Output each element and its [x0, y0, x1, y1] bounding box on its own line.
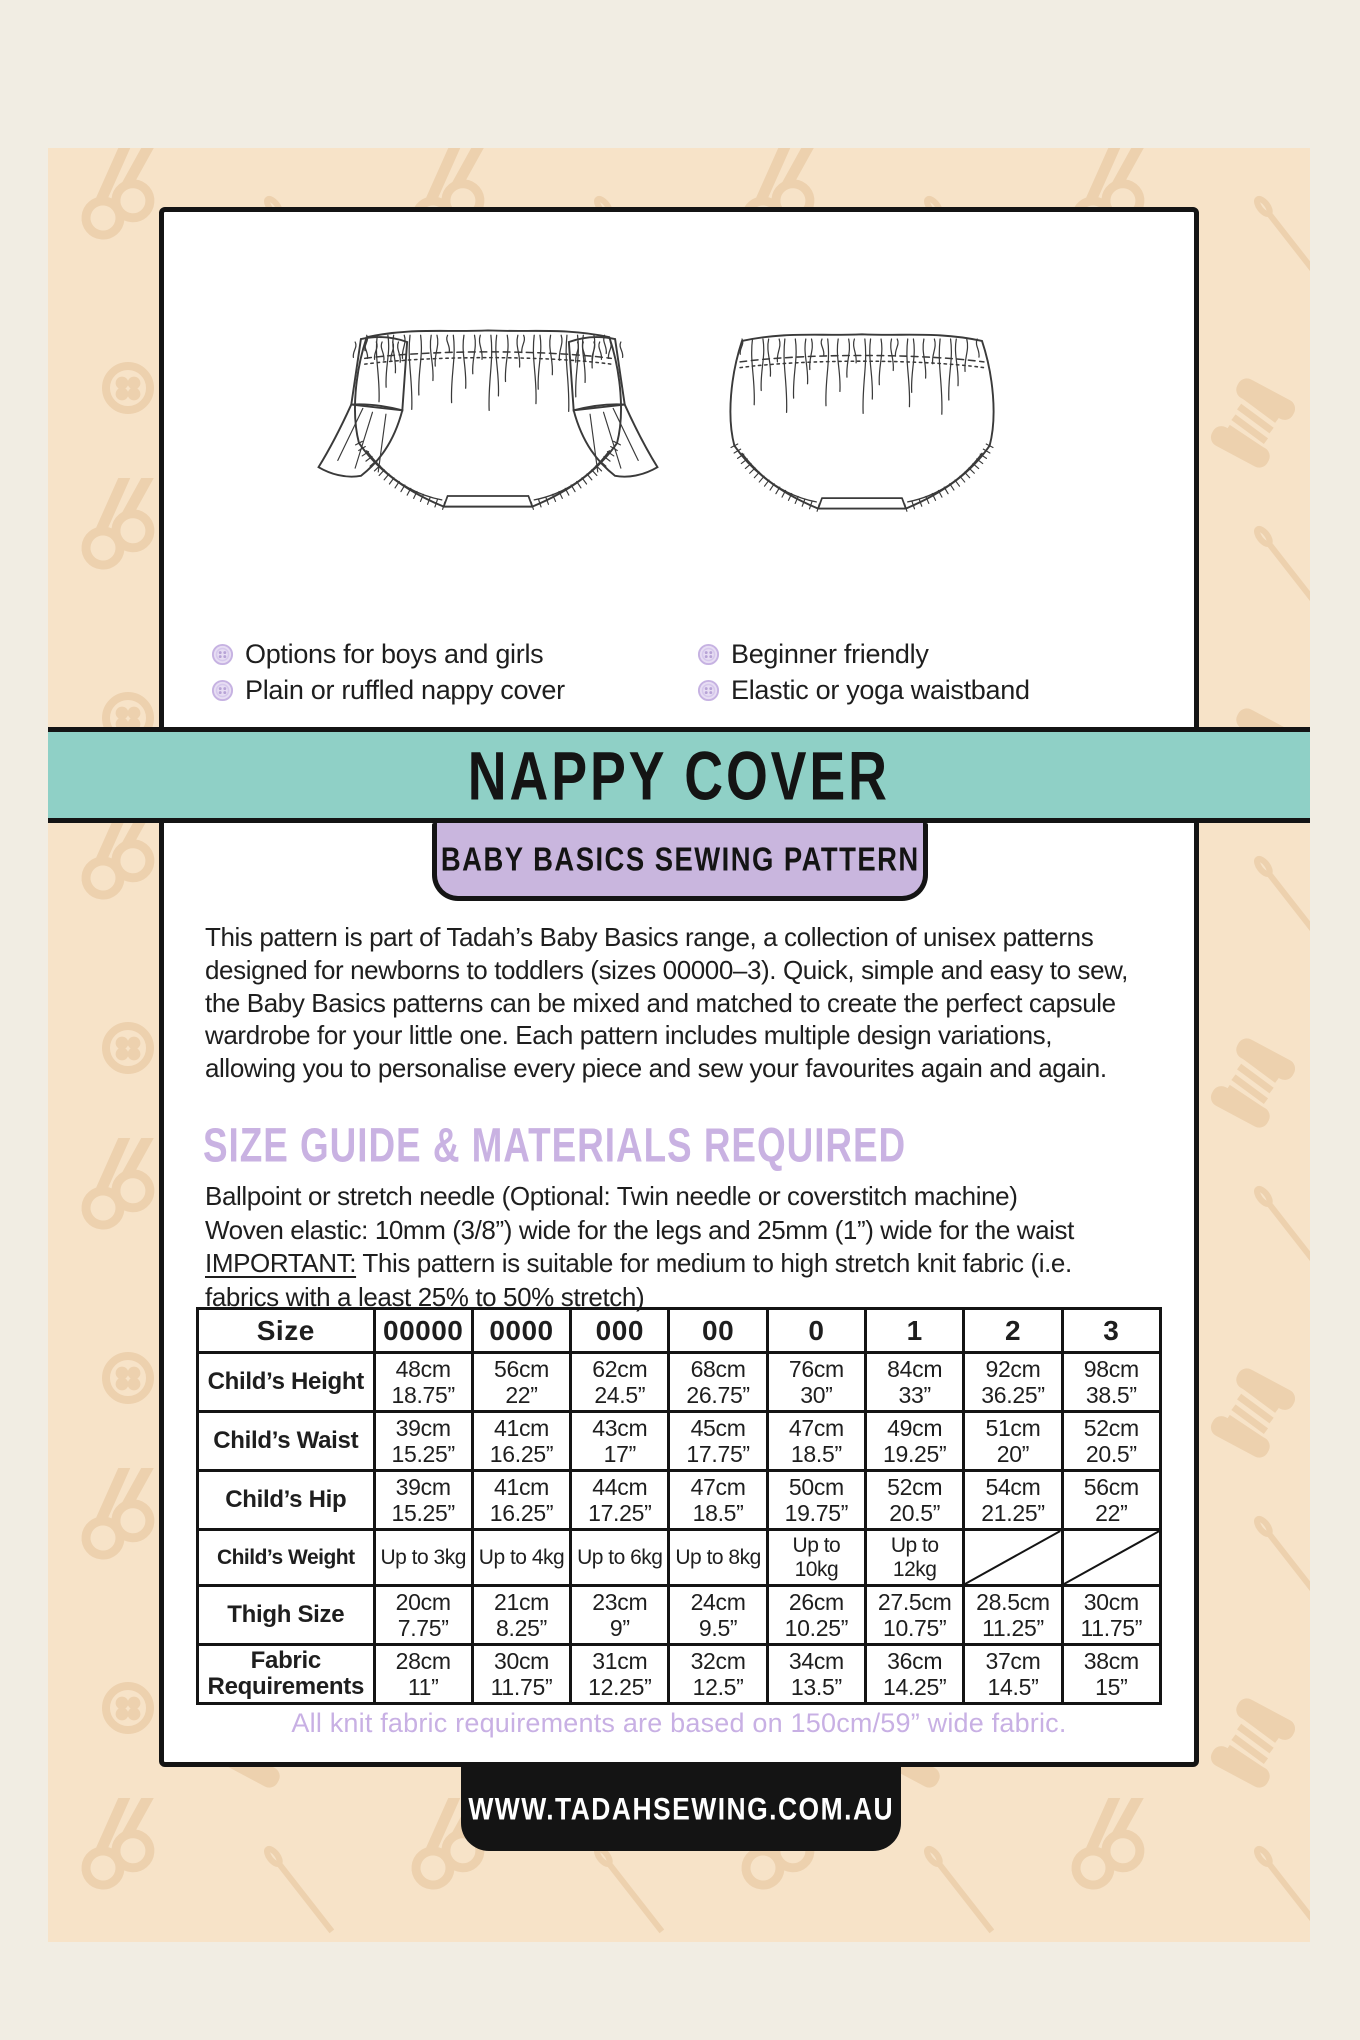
size-cell: 31cm 12.25”: [571, 1645, 669, 1704]
row-label: Child’s Waist: [198, 1412, 375, 1471]
feature-list-right: [697, 638, 1030, 706]
size-cell: 23cm 9”: [571, 1586, 669, 1645]
important-label: IMPORTANT:: [205, 1248, 357, 1278]
row-label: Fabric Requirements: [198, 1645, 375, 1704]
size-cell: 52cm 20.5”: [866, 1471, 964, 1530]
table-row: [198, 1412, 1161, 1471]
feature-text: Elastic or yoga waistband: [731, 674, 1030, 705]
table-row: [198, 1471, 1161, 1530]
size-cell: 68cm 26.75”: [669, 1353, 767, 1412]
intro-line: This pattern is part of Tadah’s Baby Basics range, a collection of unisex patterns: [205, 922, 1094, 952]
plain-nappy-cover-drawing: [714, 320, 1010, 520]
series-badge-label: BABY BASICS SEWING PATTERN: [440, 840, 920, 878]
size-cell: 47cm 18.5”: [669, 1471, 767, 1530]
size-column-header: 0: [767, 1309, 865, 1353]
size-cell: 36cm 14.25”: [866, 1645, 964, 1704]
size-cell: Up to 8kg: [669, 1530, 767, 1586]
size-cell: 28.5cm 11.25”: [964, 1586, 1062, 1645]
materials-line: Ballpoint or stretch needle (Optional: Twin needle or coverstitch machine): [205, 1181, 1018, 1211]
size-cell: Up to 6kg: [571, 1530, 669, 1586]
size-cell: 56cm 22”: [472, 1353, 570, 1412]
size-cell: 30cm 11.75”: [472, 1645, 570, 1704]
size-cell: 34cm 13.5”: [767, 1645, 865, 1704]
size-table-wrap: [196, 1307, 1162, 1705]
size-column-header: 0000: [472, 1309, 570, 1353]
important-text: This pattern is suitable for medium to high stretch knit fabric (i.e.: [356, 1248, 1072, 1278]
ruffled-nappy-cover-drawing: [303, 316, 673, 523]
size-cell: 39cm 15.25”: [374, 1471, 472, 1530]
size-cell: 26cm 10.25”: [767, 1586, 865, 1645]
row-label: Child’s Weight: [198, 1530, 375, 1586]
button-bullet-icon: [211, 643, 234, 666]
size-cell: 44cm 17.25”: [571, 1471, 669, 1530]
page-title: NAPPY COVER: [467, 736, 891, 814]
website-url: WWW.TADAHSEWING.COM.AU: [468, 1791, 894, 1826]
size-cell: 47cm 18.5”: [767, 1412, 865, 1471]
button-bullet-icon: [211, 679, 234, 702]
size-cell: Up to 3kg: [374, 1530, 472, 1586]
table-row: [198, 1586, 1161, 1645]
size-cell: 20cm 7.75”: [374, 1586, 472, 1645]
list-item: [211, 638, 565, 670]
list-item: [697, 638, 1030, 670]
table-row: [198, 1353, 1161, 1412]
size-cell: 28cm 11”: [374, 1645, 472, 1704]
not-applicable-diagonal: [1064, 1531, 1159, 1584]
materials-line: fabrics with a least 25% to 50% stretch): [205, 1281, 645, 1312]
size-cell: 38cm 15”: [1062, 1645, 1160, 1704]
row-label: Thigh Size: [198, 1586, 375, 1645]
button-bullet-icon: [697, 679, 720, 702]
size-cell: Up to 10kg: [767, 1530, 865, 1586]
size-column-header: 1: [866, 1309, 964, 1353]
size-table: [196, 1307, 1162, 1705]
size-cell: Up to 12kg: [866, 1530, 964, 1586]
feature-text: Plain or ruffled nappy cover: [245, 674, 565, 705]
size-header: Size: [198, 1309, 375, 1353]
intro-paragraph: [205, 921, 1128, 1085]
size-cell: 84cm 33”: [866, 1353, 964, 1412]
size-cell: 98cm 38.5”: [1062, 1353, 1160, 1412]
intro-line: designed for newborns to toddlers (sizes 00000–3). Quick, simple and easy to sew,: [205, 954, 1128, 985]
size-cell: 45cm 17.75”: [669, 1412, 767, 1471]
size-cell: 92cm 36.25”: [964, 1353, 1062, 1412]
size-cell: 50cm 19.75”: [767, 1471, 865, 1530]
fabric-footnote: All knit fabric requirements are based on 150cm/59” wide fabric.: [291, 1708, 1067, 1738]
size-column-header: 00: [669, 1309, 767, 1353]
size-guide-heading: SIZE GUIDE & MATERIALS REQUIRED: [203, 1120, 907, 1173]
size-cell: [1062, 1530, 1160, 1586]
size-cell: Up to 4kg: [472, 1530, 570, 1586]
size-cell: 49cm 19.25”: [866, 1412, 964, 1471]
size-cell: 48cm 18.75”: [374, 1353, 472, 1412]
materials-line: Woven elastic: 10mm (3/8”) wide for the legs and 25mm (1”) wide for the waist: [205, 1214, 1074, 1245]
table-row: [198, 1530, 1161, 1586]
button-bullet-icon: [697, 643, 720, 666]
size-cell: 54cm 21.25”: [964, 1471, 1062, 1530]
size-cell: 62cm 24.5”: [571, 1353, 669, 1412]
size-cell: [964, 1530, 1062, 1586]
intro-line: the Baby Basics patterns can be mixed and matched to create the perfect capsule: [205, 987, 1116, 1018]
size-cell: 32cm 12.5”: [669, 1645, 767, 1704]
size-column-header: 3: [1062, 1309, 1160, 1353]
intro-line: wardrobe for your little one. Each pattern includes multiple design variations,: [205, 1020, 1053, 1051]
size-cell: 43cm 17”: [571, 1412, 669, 1471]
feature-text: Beginner friendly: [731, 638, 929, 669]
size-column-header: 2: [964, 1309, 1062, 1353]
feature-text: Options for boys and girls: [245, 638, 544, 669]
size-cell: 76cm 30”: [767, 1353, 865, 1412]
size-cell: 39cm 15.25”: [374, 1412, 472, 1471]
size-cell: 24cm 9.5”: [669, 1586, 767, 1645]
list-item: [697, 674, 1030, 706]
size-cell: 30cm 11.75”: [1062, 1586, 1160, 1645]
materials-block: [205, 1180, 1074, 1314]
size-column-header: 00000: [374, 1309, 472, 1353]
title-band: [48, 727, 1310, 823]
size-cell: 52cm 20.5”: [1062, 1412, 1160, 1471]
list-item: [211, 674, 565, 706]
size-cell: 56cm 22”: [1062, 1471, 1160, 1530]
size-column-header: 000: [571, 1309, 669, 1353]
series-badge: [432, 823, 928, 901]
size-cell: 41cm 16.25”: [472, 1412, 570, 1471]
website-badge: [461, 1767, 901, 1851]
not-applicable-diagonal: [965, 1531, 1060, 1584]
size-cell: 27.5cm 10.75”: [866, 1586, 964, 1645]
intro-line: allowing you to personalise every piece and sew your favourites again and again.: [205, 1053, 1107, 1084]
row-label: Child’s Height: [198, 1353, 375, 1412]
table-row: [198, 1645, 1161, 1704]
size-cell: 21cm 8.25”: [472, 1586, 570, 1645]
feature-list-left: [211, 638, 565, 706]
row-label: Child’s Hip: [198, 1471, 375, 1530]
size-cell: 37cm 14.5”: [964, 1645, 1062, 1704]
materials-line: [205, 1247, 1074, 1281]
size-cell: 41cm 16.25”: [472, 1471, 570, 1530]
size-cell: 51cm 20”: [964, 1412, 1062, 1471]
